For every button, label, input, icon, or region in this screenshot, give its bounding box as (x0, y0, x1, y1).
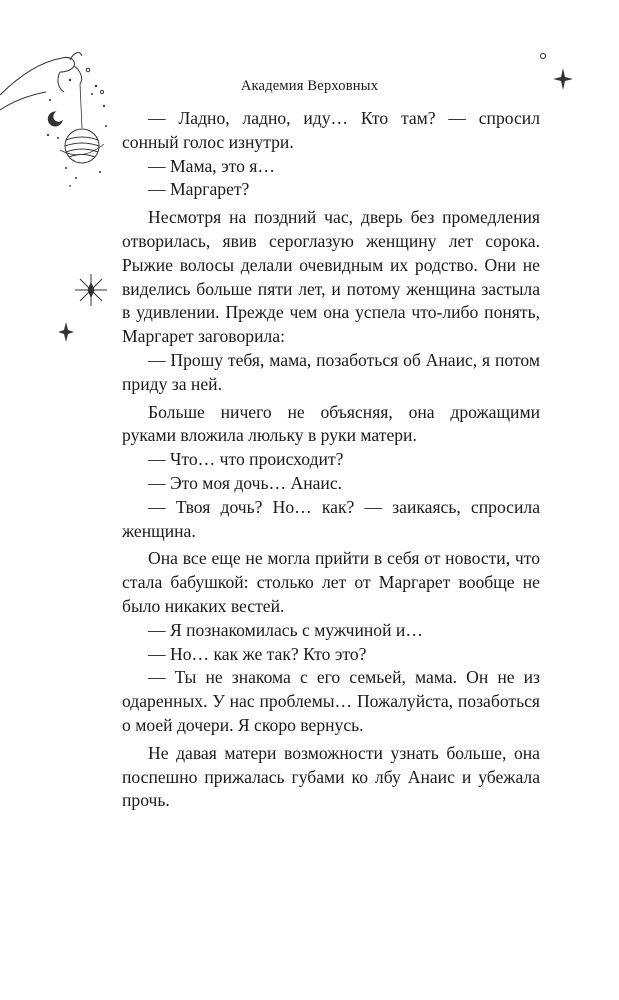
paragraph: — Твоя дочь? Но… как? — заикаясь, спросила женщина. (122, 496, 540, 541)
moon-icon (48, 112, 62, 126)
paragraph: — Ладно, ладно, иду… Кто там? — спросил сонный голос изнутри. (122, 108, 540, 152)
sparkle-icon (58, 322, 74, 342)
paragraph: — Мама, это я… (148, 155, 275, 176)
small-circle-icon (540, 53, 545, 58)
paragraph: — Это моя дочь… Анаис. (148, 472, 343, 493)
paragraph: Не давая матери возможности узнать больше, она поспешно прижалась губами ко лбу Анаис и убежала прочь. (122, 742, 540, 811)
paragraph: — Прошу тебя, мама, позаботься об Анаис, я потом приду за ней. (122, 349, 540, 394)
paragraph: — Маргарет? (148, 179, 250, 200)
starburst-icon (75, 274, 107, 306)
paragraph: — Я познакомилась с мужчиной и… (148, 619, 423, 640)
star-dots-icon (47, 79, 107, 187)
running-header: Академия Верховных (240, 78, 379, 94)
paragraph: Она все еще не могла прийти в себя от новости, что стала бабушкой: столько лет от Маргарет вообще не было никаких вестей. (122, 548, 540, 616)
planet-ornament-icon (60, 129, 104, 163)
paragraph: Больше ничего не объясняя, она дрожащими руками вложила люльку в руки матери. (122, 401, 540, 446)
page-body (122, 107, 540, 813)
paragraph: — Что… что происходит? (148, 449, 344, 470)
paragraph: — Ты не знакома с его семьей, мама. Он не из одаренных. У нас проблемы… Пожалуйста, позаботься о моей дочери. Я скоро вернусь. (122, 667, 540, 735)
paragraph: Несмотря на поздний час, дверь без промедления отворилась, явив сероглазую женщину лет сорока. Рыжие волосы делали очевидным их родство. Они не виделись больше пяти лет, и потому женщина застыла в удивлении. Прежде чем она успела что-либо понять, Маргарет заговорила: (122, 207, 540, 347)
paragraph: — Но… как же так? Кто это? (148, 643, 367, 664)
